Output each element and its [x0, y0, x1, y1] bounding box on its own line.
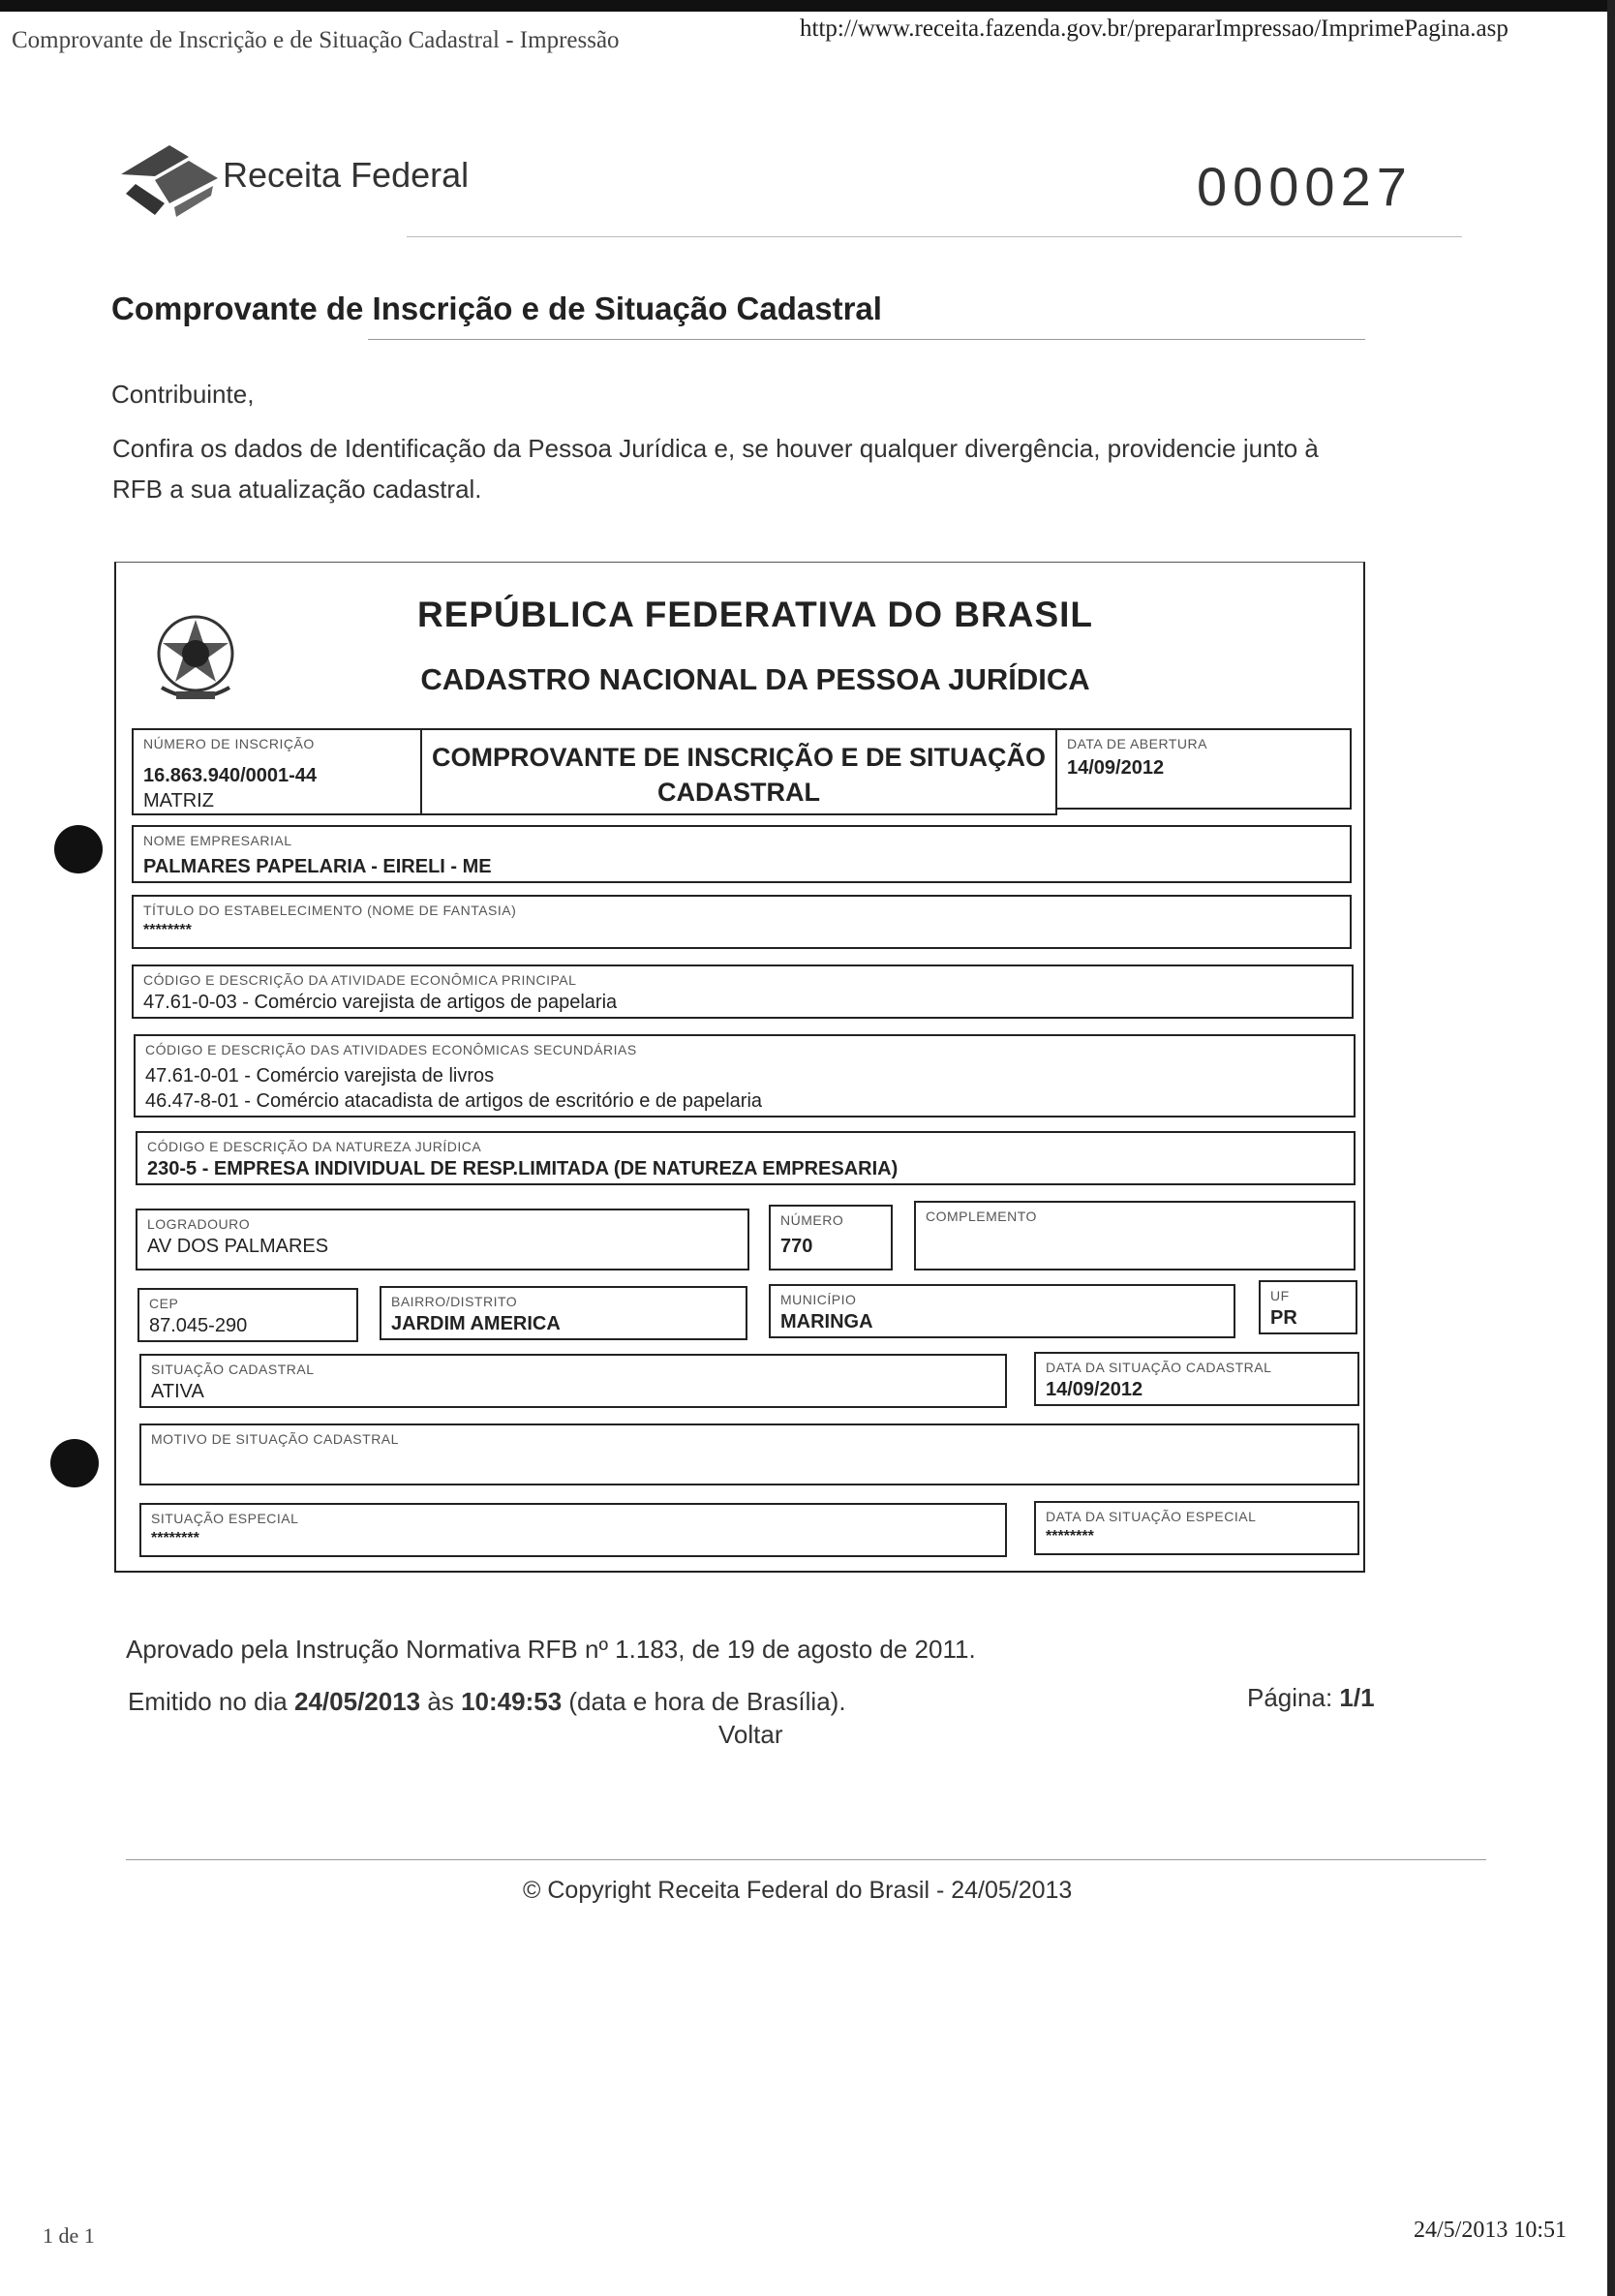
municipio-value: MARINGA: [780, 1311, 873, 1332]
nome-empresarial-box: [132, 825, 1352, 883]
title-rule: [368, 339, 1365, 340]
emission-time: 10:49:53: [461, 1687, 563, 1716]
page-value: 1/1: [1339, 1683, 1375, 1712]
intro-paragraph: Confira os dados de Identificação da Pessoa Jurídica e, se houver qualquer divergência, providencie junto à RFB a sua atualização cadastral.: [112, 434, 1319, 504]
motivo-box: [139, 1424, 1359, 1485]
scan-top-edge: [0, 0, 1615, 12]
uf-label: UF: [1270, 1288, 1290, 1303]
abertura-label: DATA DE ABERTURA: [1067, 736, 1207, 751]
situacao-especial-value: ********: [151, 1530, 199, 1546]
data-situacao-especial-label: DATA DA SITUAÇÃO ESPECIAL: [1046, 1509, 1257, 1524]
bairro-box: [380, 1286, 747, 1340]
abertura-value: 14/09/2012: [1067, 757, 1165, 779]
print-header-title: Comprovante de Inscrição e de Situação Cadastral - Impressão: [12, 27, 620, 53]
inscricao-label: NÚMERO DE INSCRIÇÃO: [143, 736, 315, 751]
titulo-label: TÍTULO DO ESTABELECIMENTO (NOME DE FANTASIA): [143, 903, 517, 918]
page-label: Página:: [1247, 1683, 1333, 1712]
situacao-box: [139, 1354, 1007, 1408]
inscricao-box: [132, 728, 422, 815]
nome-empresarial-label: NOME EMPRESARIAL: [143, 833, 292, 848]
uf-box: [1259, 1280, 1357, 1334]
municipio-box: [769, 1284, 1235, 1338]
data-situacao-value: 14/09/2012: [1046, 1379, 1143, 1400]
situacao-especial-label: SITUAÇÃO ESPECIAL: [151, 1511, 299, 1526]
logradouro-box: [136, 1209, 749, 1270]
footer-rule: [126, 1859, 1486, 1860]
municipio-label: MUNICÍPIO: [780, 1292, 857, 1307]
republic-heading: REPÚBLICA FEDERATIVA DO BRASIL: [416, 595, 1094, 634]
numero-box: [769, 1205, 893, 1270]
bairro-label: BAIRRO/DISTRITO: [391, 1294, 518, 1309]
emission-prefix: Emitido no dia: [128, 1687, 288, 1716]
motivo-label: MOTIVO DE SITUAÇÃO CADASTRAL: [151, 1431, 399, 1447]
emission-date: 24/05/2013: [294, 1687, 421, 1716]
cep-box: [137, 1288, 358, 1342]
punch-hole-1: [54, 825, 103, 873]
back-link[interactable]: Voltar: [718, 1720, 783, 1749]
print-header-url: http://www.receita.fazenda.gov.br/prepararImpressao/ImprimePagina.asp: [800, 15, 1508, 42]
receita-federal-logo: [116, 136, 470, 223]
approval-note: Aprovado pela Instrução Normativa RFB nº 1.183, de 19 de agosto de 2011.: [126, 1635, 976, 1664]
doc-title-box: [420, 728, 1057, 815]
punch-hole-2: [50, 1439, 99, 1487]
complemento-label: COMPLEMENTO: [926, 1209, 1037, 1224]
logo-text: Receita Federal: [223, 155, 470, 195]
emission-at: às: [427, 1687, 454, 1716]
doc-title: COMPROVANTE DE INSCRIÇÃO E DE SITUAÇÃO CADASTRAL: [431, 743, 1047, 807]
atividade-secundaria-1: 47.61-0-01 - Comércio varejista de livros: [145, 1065, 495, 1087]
logradouro-label: LOGRADOURO: [147, 1216, 251, 1232]
atividade-secundaria-2: 46.47-8-01 - Comércio atacadista de artigos de escritório e de papelaria: [145, 1090, 763, 1112]
natureza-juridica-box: [136, 1131, 1356, 1185]
atividades-secundarias-box: [134, 1034, 1356, 1117]
data-situacao-label: DATA DA SITUAÇÃO CADASTRAL: [1046, 1360, 1272, 1375]
page-title: Comprovante de Inscrição e de Situação Cadastral: [111, 291, 882, 326]
natureza-juridica-label: CÓDIGO E DESCRIÇÃO DA NATUREZA JURÍDICA: [147, 1139, 482, 1154]
numero-label: NÚMERO: [780, 1212, 844, 1228]
natureza-juridica-value: 230-5 - EMPRESA INDIVIDUAL DE RESP.LIMITADA (DE NATUREZA EMPRESARIA): [147, 1158, 899, 1179]
abertura-box: [1055, 728, 1352, 810]
page-indicator: [1247, 1683, 1375, 1713]
national-coat-of-arms-icon: [147, 610, 244, 707]
situacao-value: ATIVA: [151, 1381, 204, 1402]
cep-value: 87.045-290: [149, 1315, 248, 1336]
titulo-value: ********: [143, 922, 192, 938]
atividade-principal-value: 47.61-0-03 - Comércio varejista de artigos de papelaria: [143, 992, 618, 1013]
complemento-box: [914, 1201, 1356, 1270]
print-footer-datetime: 24/5/2013 10:51: [1414, 2218, 1568, 2243]
uf-value: PR: [1270, 1307, 1297, 1329]
atividade-principal-label: CÓDIGO E DESCRIÇÃO DA ATIVIDADE ECONÔMICA PRINCIPAL: [143, 972, 577, 988]
inscricao-type: MATRIZ: [143, 790, 214, 811]
atividades-secundarias-label: CÓDIGO E DESCRIÇÃO DAS ATIVIDADES ECONÔMICAS SECUNDÁRIAS: [145, 1042, 637, 1057]
atividade-principal-box: [132, 964, 1354, 1019]
inscricao-value: 16.863.940/0001-44: [143, 765, 318, 786]
emission-line: [128, 1687, 846, 1717]
greeting: Contribuinte,: [111, 380, 255, 409]
nome-empresarial-value: PALMARES PAPELARIA - EIRELI - ME: [143, 856, 492, 877]
numero-value: 770: [780, 1236, 813, 1257]
situacao-label: SITUAÇÃO CADASTRAL: [151, 1362, 315, 1377]
data-situacao-especial-value: ********: [1046, 1528, 1094, 1545]
bairro-value: JARDIM AMERICA: [391, 1313, 561, 1334]
header-rule: [407, 236, 1462, 237]
document-stamp-number: 000027: [1197, 156, 1413, 217]
logradouro-value: AV DOS PALMARES: [147, 1236, 329, 1257]
receita-logo-icon: [116, 136, 223, 223]
data-situacao-box: [1034, 1352, 1359, 1406]
situacao-especial-box: [139, 1503, 1007, 1557]
scan-right-edge: [1607, 0, 1615, 2296]
emission-suffix: (data e hora de Brasília).: [568, 1687, 846, 1716]
copyright: © Copyright Receita Federal do Brasil - 24/05/2013: [523, 1877, 1073, 1904]
data-situacao-especial-box: [1034, 1501, 1359, 1555]
print-footer-pages: 1 de 1: [43, 2223, 95, 2248]
cnpj-heading: CADASTRO NACIONAL DA PESSOA JURÍDICA: [420, 662, 1090, 696]
titulo-box: [132, 895, 1352, 949]
cep-label: CEP: [149, 1296, 179, 1311]
